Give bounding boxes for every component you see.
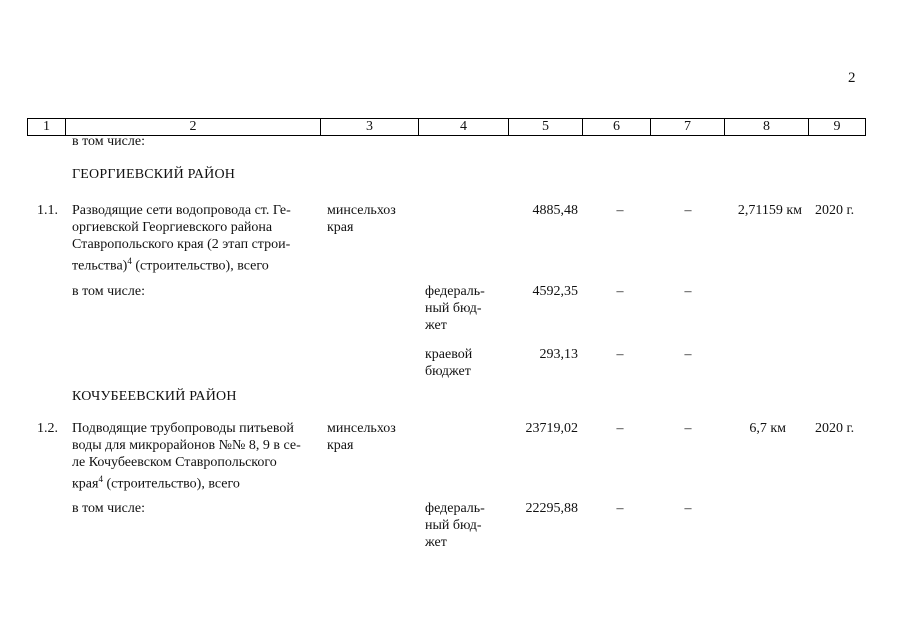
item-customer: минсельхоз края <box>327 203 396 235</box>
source-col6: – <box>616 347 624 362</box>
source-col7: – <box>684 284 692 299</box>
column-header-4: 4 <box>419 119 509 136</box>
column-header-3: 3 <box>321 119 419 136</box>
item-name-line: края$^4$ (строительство), всего <box>72 474 240 492</box>
source-col6: – <box>616 501 624 516</box>
column-header-9: 9 <box>809 119 866 136</box>
column-header-6: 6 <box>583 119 651 136</box>
funding-source: федераль- ный бюд- жет <box>425 284 485 333</box>
item-number: 1.2. <box>37 421 58 436</box>
item-name <box>72 202 317 275</box>
item-name-line: Ставропольского края (2 этап строи- <box>72 237 291 252</box>
item-year: 2020 г. <box>815 203 855 218</box>
column-header-8: 8 <box>725 119 809 136</box>
column-header-1: 1 <box>28 119 66 136</box>
including-label: в том числе: <box>72 134 145 149</box>
source-col7: – <box>684 501 692 516</box>
item-capacity: 2,71159 км <box>737 203 802 218</box>
item-name-line: Подводящие трубопроводы питьевой <box>72 421 294 436</box>
sub-label: в том числе: <box>72 501 145 516</box>
funding-source: краевой бюджет <box>425 347 473 379</box>
item-year: 2020 г. <box>815 421 855 436</box>
item-amount: 23719,02 <box>525 421 578 436</box>
column-header-2: 2 <box>66 119 321 136</box>
source-col7: – <box>684 347 692 362</box>
source-amount: 22295,88 <box>525 501 578 516</box>
footnote-marker: 4 <box>127 256 132 266</box>
item-name-line: Разводящие сети водопровода ст. Ге- <box>72 203 291 218</box>
item-col6: – <box>616 203 624 218</box>
column-header-row <box>27 118 866 136</box>
item-customer: минсельхоз края <box>327 421 396 453</box>
page-number: 2 <box>848 70 856 86</box>
item-name-line: тельства)$^4$ (строительство), всего <box>72 256 269 274</box>
source-col6: – <box>616 284 624 299</box>
item-capacity: 6,7 км <box>749 421 786 436</box>
column-header-5: 5 <box>509 119 583 136</box>
section-title: КОЧУБЕЕВСКИЙ РАЙОН <box>72 389 237 404</box>
item-name <box>72 420 317 493</box>
source-amount: 4592,35 <box>532 284 578 299</box>
item-number: 1.1. <box>37 203 58 218</box>
item-col7: – <box>684 203 692 218</box>
item-name-line: оргиевской Георгиевского района <box>72 220 273 235</box>
item-col7: – <box>684 421 692 436</box>
section-title: ГЕОРГИЕВСКИЙ РАЙОН <box>72 167 236 182</box>
source-amount: 293,13 <box>539 347 578 362</box>
sub-label: в том числе: <box>72 284 145 299</box>
item-name-line: воды для микрорайонов №№ 8, 9 в се- <box>72 438 301 453</box>
item-name-line: ле Кочубеевском Ставропольского <box>72 455 277 470</box>
footnote-marker: 4 <box>98 474 103 484</box>
item-col6: – <box>616 421 624 436</box>
column-header-7: 7 <box>651 119 725 136</box>
funding-source: федераль- ный бюд- жет <box>425 501 485 550</box>
item-amount: 4885,48 <box>532 203 578 218</box>
